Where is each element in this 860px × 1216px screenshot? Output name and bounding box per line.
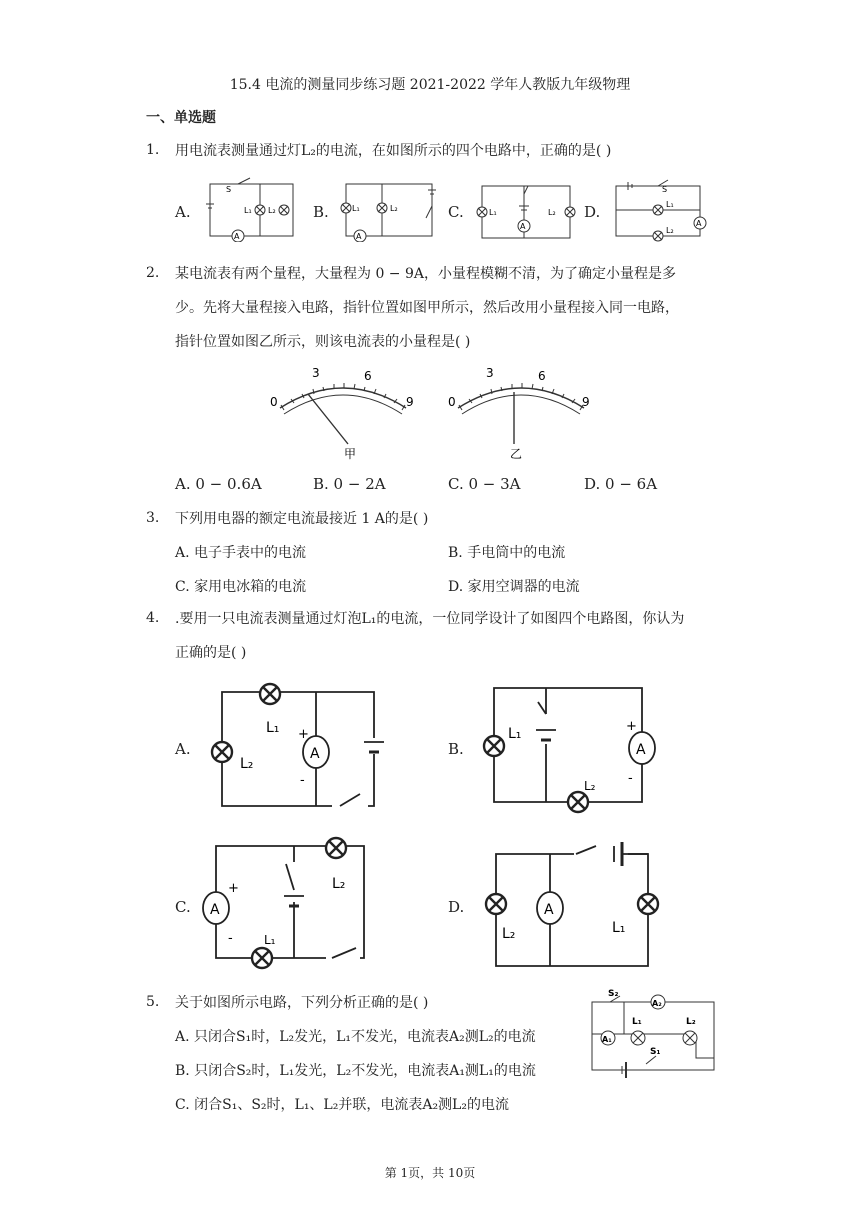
q2-option-a: A. 0 − 0.6A [175, 475, 262, 493]
q4a-ammeter-label: A [310, 746, 320, 762]
q4a-l1-label: L₁ [266, 720, 280, 736]
q4-option-d: D. [448, 898, 465, 916]
q3-text: 下列用电器的额定电流最接近 1 A的是( ) [175, 511, 429, 527]
q4d-ammeter-label: A [544, 902, 554, 918]
q1-circuit-a [198, 176, 298, 242]
q2-number: 2. [146, 265, 160, 281]
q4-circuit-c [198, 834, 374, 972]
q1-option-b: B. [313, 203, 329, 221]
q1c-l1-label: L₁ [489, 208, 497, 217]
q3-number: 3. [146, 510, 160, 526]
dial-jia-tick-0: 0 [270, 395, 278, 409]
q1b-l1-label: L₁ [352, 204, 360, 213]
q1a-l2-label: L₂ [268, 206, 276, 215]
q1c-ammeter-label: A [520, 222, 526, 231]
dial-jia-label: 甲 [344, 447, 357, 461]
q4d-l2-label: L₂ [502, 926, 516, 942]
q5-l1-label: L₁ [632, 1017, 642, 1027]
q4-line-2: 正确的是( ) [175, 645, 247, 661]
q5-circuit [586, 984, 720, 1080]
q4-line-1: .要用一只电流表测量通过灯泡L₁的电流，一位同学设计了如图四个电路图，你认为 [175, 611, 685, 627]
q4-number: 4. [146, 610, 160, 626]
q4c-l2-label: L₂ [332, 876, 346, 892]
q1d-switch-label: S [662, 185, 668, 194]
q1b-l2-label: L₂ [390, 204, 398, 213]
q4d-l1-label: L₁ [612, 920, 626, 936]
q1-circuit-b [336, 176, 440, 242]
q2-line-2: 少。先将大量程接入电路，指针位置如图甲所示，然后改用小量程接入同一电路， [175, 300, 679, 316]
q5-text: 关于如图所示电路，下列分析正确的是( ) [175, 995, 429, 1011]
q4-circuit-a [204, 682, 388, 812]
dial-yi [448, 366, 590, 461]
q1c-l2-label: L₂ [548, 208, 556, 217]
q1-option-a: A. [175, 203, 191, 221]
q1-circuit-c [474, 180, 578, 242]
dial-yi-tick-9: 9 [582, 395, 590, 409]
dial-jia-tick-6: 6 [364, 369, 372, 383]
q4-option-a: A. [175, 740, 191, 758]
q1d-ammeter-label: A [696, 219, 702, 228]
dial-yi-tick-0: 0 [448, 395, 456, 409]
q5-s2-label: S₂ [608, 989, 619, 999]
q1a-ammeter-label: A [234, 232, 240, 241]
page-footer: 第 1页，共 10页 [384, 1166, 476, 1180]
dial-yi-tick-6: 6 [538, 369, 546, 383]
dial-jia-tick-9: 9 [406, 395, 414, 409]
q2-dials [268, 360, 598, 464]
q4b-l1-label: L₁ [508, 726, 522, 742]
q4b-minus: - [628, 771, 633, 786]
q5-l2-label: L₂ [686, 1017, 696, 1027]
q4c-l1-label: L₁ [264, 933, 276, 947]
q4c-ammeter-label: A [210, 902, 220, 918]
q4-circuit-d [482, 840, 670, 972]
q4c-minus: - [228, 931, 233, 946]
q5-s1-label: S₁ [650, 1047, 661, 1057]
q1-option-d: D. [584, 203, 601, 221]
q2-option-d: D. 0 − 6A [584, 475, 658, 493]
q4-option-c: C. [175, 898, 191, 916]
q1-number: 1. [146, 142, 160, 158]
q4-option-b: B. [448, 740, 464, 758]
page-title: 15.4 电流的测量同步练习题 2021-2022 学年人教版九年级物理 [229, 77, 631, 93]
q4b-ammeter-label: A [636, 742, 646, 758]
q5-a2-label: A₂ [652, 999, 662, 1008]
q4a-l2-label: L₂ [240, 756, 254, 772]
q2-option-b: B. 0 − 2A [313, 475, 386, 493]
dial-yi-tick-3: 3 [486, 366, 494, 380]
q4c-plus: + [228, 881, 239, 896]
q1a-l1-label: L₁ [244, 206, 252, 215]
q1b-ammeter-label: A [356, 232, 362, 241]
q3-option-d: D. 家用空调器的电流 [448, 579, 580, 595]
q4a-plus: + [298, 727, 309, 742]
q1-text: 用电流表测量通过灯L₂的电流，在如图所示的四个电路中，正确的是( ) [175, 143, 612, 159]
q4a-minus: - [300, 773, 305, 788]
q3-option-a: A. 电子手表中的电流 [175, 545, 307, 561]
section-heading: 一、单选题 [146, 110, 216, 126]
q1-option-c: C. [448, 203, 464, 221]
q4-circuit-b [482, 684, 670, 814]
q2-line-1: 某电流表有两个量程，大量程为 0 − 9A，小量程模糊不清，为了确定小量程是多 [175, 266, 677, 282]
q4b-l2-label: L₂ [584, 779, 596, 793]
q4b-plus: + [626, 719, 637, 734]
q3-option-b: B. 手电筒中的电流 [448, 545, 566, 561]
q5-number: 5. [146, 994, 160, 1010]
q5-a1-label: A₁ [602, 1035, 612, 1044]
dial-yi-label: 乙 [510, 447, 523, 461]
q1d-l1-label: L₁ [666, 200, 674, 209]
q5-option-a: A. 只闭合S₁时，L₂发光，L₁不发光，电流表A₂测L₂的电流 [175, 1029, 536, 1045]
q5-option-c: C. 闭合S₁、S₂时，L₁、L₂并联，电流表A₂测L₂的电流 [175, 1097, 509, 1113]
q1d-l2-label: L₂ [666, 226, 674, 235]
q2-option-c: C. 0 − 3A [448, 475, 521, 493]
q3-option-c: C. 家用电冰箱的电流 [175, 579, 307, 595]
q1-circuit-d [608, 176, 712, 242]
q1a-switch-label: S [226, 185, 232, 194]
q5-option-b: B. 只闭合S₂时，L₁发光，L₂不发光，电流表A₁测L₁的电流 [175, 1063, 536, 1079]
q2-line-3: 指针位置如图乙所示，则该电流表的小量程是( ) [175, 334, 471, 350]
dial-jia [270, 366, 414, 461]
dial-jia-tick-3: 3 [312, 366, 320, 380]
